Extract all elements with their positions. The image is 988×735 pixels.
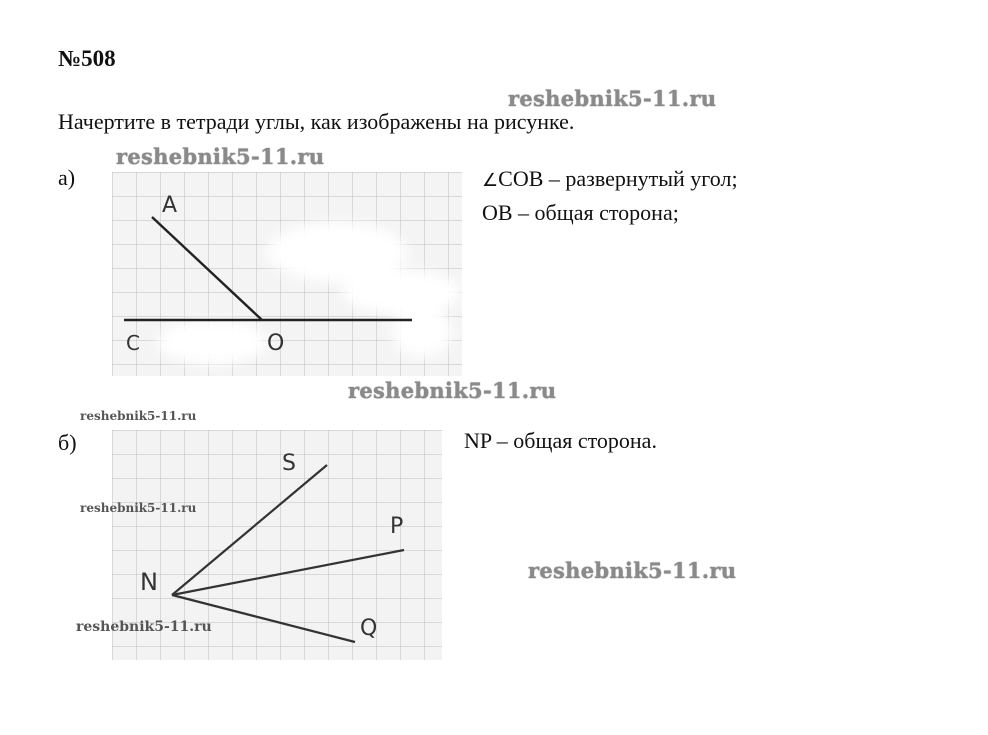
point-A-label: A: [162, 193, 178, 218]
watermark: reshebnik5-11.ru: [508, 86, 717, 111]
angle-icon: ∠: [482, 170, 499, 190]
point-P-label: P: [390, 514, 404, 539]
part-b-label: б): [58, 430, 77, 455]
part-a-line1: [482, 166, 738, 192]
watermark: reshebnik5-11.ru: [116, 144, 325, 169]
watermark: reshebnik5-11.ru: [80, 409, 197, 423]
watermark: reshebnik5-11.ru: [348, 378, 557, 403]
watermark: reshebnik5-11.ru: [80, 501, 197, 515]
watermark: reshebnik5-11.ru: [528, 558, 737, 583]
point-O-label: O: [267, 331, 285, 356]
figure-a: [112, 172, 462, 376]
point-N-label: N: [140, 568, 158, 596]
point-C-label: C: [126, 331, 140, 355]
part-a-label: а): [58, 165, 76, 190]
task-text: Начертите в тетради углы, как изображены на рисунке.: [58, 109, 575, 134]
part-a-line1-text: COB – развернутый угол;: [498, 166, 738, 191]
point-Q-label: Q: [360, 616, 378, 641]
problem-number: №508: [58, 46, 116, 71]
watermark: reshebnik5-11.ru: [76, 619, 212, 635]
part-b-line1: NP – общая сторона.: [464, 428, 657, 453]
point-S-label: S: [282, 451, 296, 476]
part-a-line2: OB – общая сторона;: [482, 200, 679, 225]
